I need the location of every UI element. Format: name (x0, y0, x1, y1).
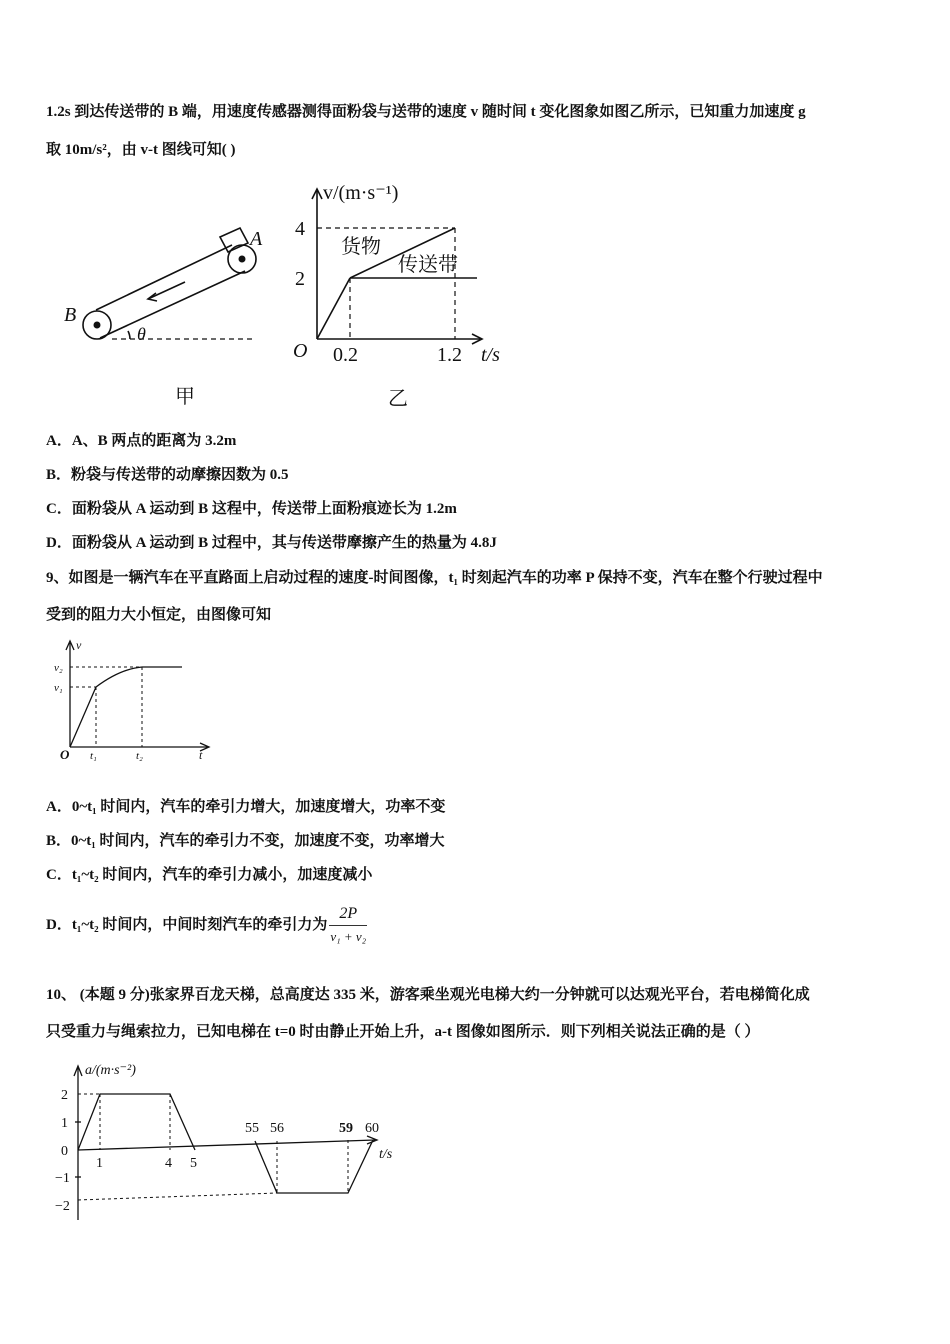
q9-t1: t₁ (90, 750, 97, 762)
q10-stem-line-1: 10、 (本题 9 分)张家界百龙天梯，总高度达 335 米，游客乘坐观光电梯大约一分钟就可以达观光平台，若电梯简化成 (46, 987, 810, 1003)
q10-x-tick-5: 5 (190, 1156, 197, 1171)
q10-x-tick-56: 56 (270, 1121, 284, 1136)
q10-x-tick-55: 55 (245, 1121, 259, 1136)
label-goods: 货物 (341, 236, 381, 258)
q9-v2: v₂ (54, 662, 63, 674)
fraction-numerator: 2P (329, 905, 367, 926)
q9-fraction (329, 905, 367, 946)
figure-q9-vt-graph (50, 635, 220, 765)
q10-tick-1: 1 (61, 1116, 68, 1131)
q8-option-b: B．粉袋与传送带的动摩擦因数为 0.5 (46, 467, 289, 483)
label-belt: 传送带 (398, 254, 458, 276)
caption-jia: 甲 (175, 386, 195, 408)
q9-option-d: D．t₁~t₂ 时间内，中间时刻汽车的牵引力为 (46, 917, 328, 933)
q10-x-tick-59: 59 (339, 1121, 353, 1136)
figure-yi-vt-graph (285, 175, 525, 415)
yi-tick-1-2: 1.2 (437, 344, 462, 366)
q10-x-tick-1: 1 (96, 1156, 103, 1171)
q9-option-c: C．t₁~t₂ 时间内，汽车的牵引力减小，加速度减小 (46, 867, 373, 883)
q8-intro-line-2: 取 10m/s²，由 v-t 图线可知( ) (46, 142, 236, 158)
q9-t2: t₂ (136, 750, 143, 762)
yi-origin: O (293, 340, 308, 362)
q8-intro-line-1: 1.2s 到达传送带的 B 端，用速度传感器测得面粉袋与送带的速度 v 随时间 t 变化图象如图乙所示，已知重力加速度 g (46, 104, 806, 120)
yi-tick-2: 2 (295, 268, 305, 290)
q9-stem-line-2: 受到的阻力大小恒定，由图像可知 (46, 607, 272, 623)
yi-y-label: v/(m·s⁻¹) (323, 182, 399, 204)
q10-tick-0: 0 (61, 1144, 68, 1159)
yi-tick-0-2: 0.2 (333, 344, 358, 366)
q10-y-label: a/(m·s⁻²) (85, 1063, 136, 1078)
q9-origin: O (60, 747, 70, 762)
q8-option-a: A．A、B 两点的距离为 3.2m (46, 433, 237, 449)
yi-tick-4: 4 (295, 218, 305, 240)
q10-x-tick-4: 4 (165, 1156, 172, 1171)
yi-x-label: t/s (481, 344, 500, 366)
q9-y-label: v (76, 638, 82, 652)
q10-x-label: t/s (379, 1147, 393, 1162)
q10-tick-2: 2 (61, 1088, 68, 1103)
caption-yi: 乙 (388, 388, 408, 410)
label-B: B (64, 304, 77, 326)
figure-q10-at-graph (55, 1058, 425, 1228)
q10-tick-neg1: −1 (55, 1171, 70, 1186)
fraction-denominator: v₁ + v₂ (330, 929, 367, 945)
figure-jia-conveyor (60, 215, 270, 415)
q9-option-a: A．0~t₁ 时间内，汽车的牵引力增大，加速度增大，功率不变 (46, 799, 446, 815)
label-A: A (250, 228, 263, 250)
q9-stem-line-1: 9、如图是一辆汽车在平直路面上启动过程的速度-时间图像，t₁ 时刻起汽车的功率 P 保持不变，汽车在整个行驶过程中 (46, 570, 823, 586)
q10-x-tick-60: 60 (365, 1121, 379, 1136)
q9-v1: v₁ (54, 682, 63, 694)
label-theta: θ (137, 324, 146, 344)
q9-option-b: B．0~t₁ 时间内，汽车的牵引力不变，加速度不变，功率增大 (46, 833, 445, 849)
q8-option-d: D．面粉袋从 A 运动到 B 过程中，其与传送带摩擦产生的热量为 4.8J (46, 535, 497, 551)
q9-x-label: t (199, 748, 203, 762)
q10-tick-neg2: −2 (55, 1199, 70, 1214)
q10-stem-line-2: 只受重力与绳索拉力，已知电梯在 t=0 时由静止开始上升，a-t 图像如图所示．则下列相关说法正确的是（ ） (46, 1024, 760, 1040)
q8-option-c: C．面粉袋从 A 运动到 B 这程中，传送带上面粉痕迹长为 1.2m (46, 501, 457, 517)
q9-option-d-row (46, 900, 910, 950)
